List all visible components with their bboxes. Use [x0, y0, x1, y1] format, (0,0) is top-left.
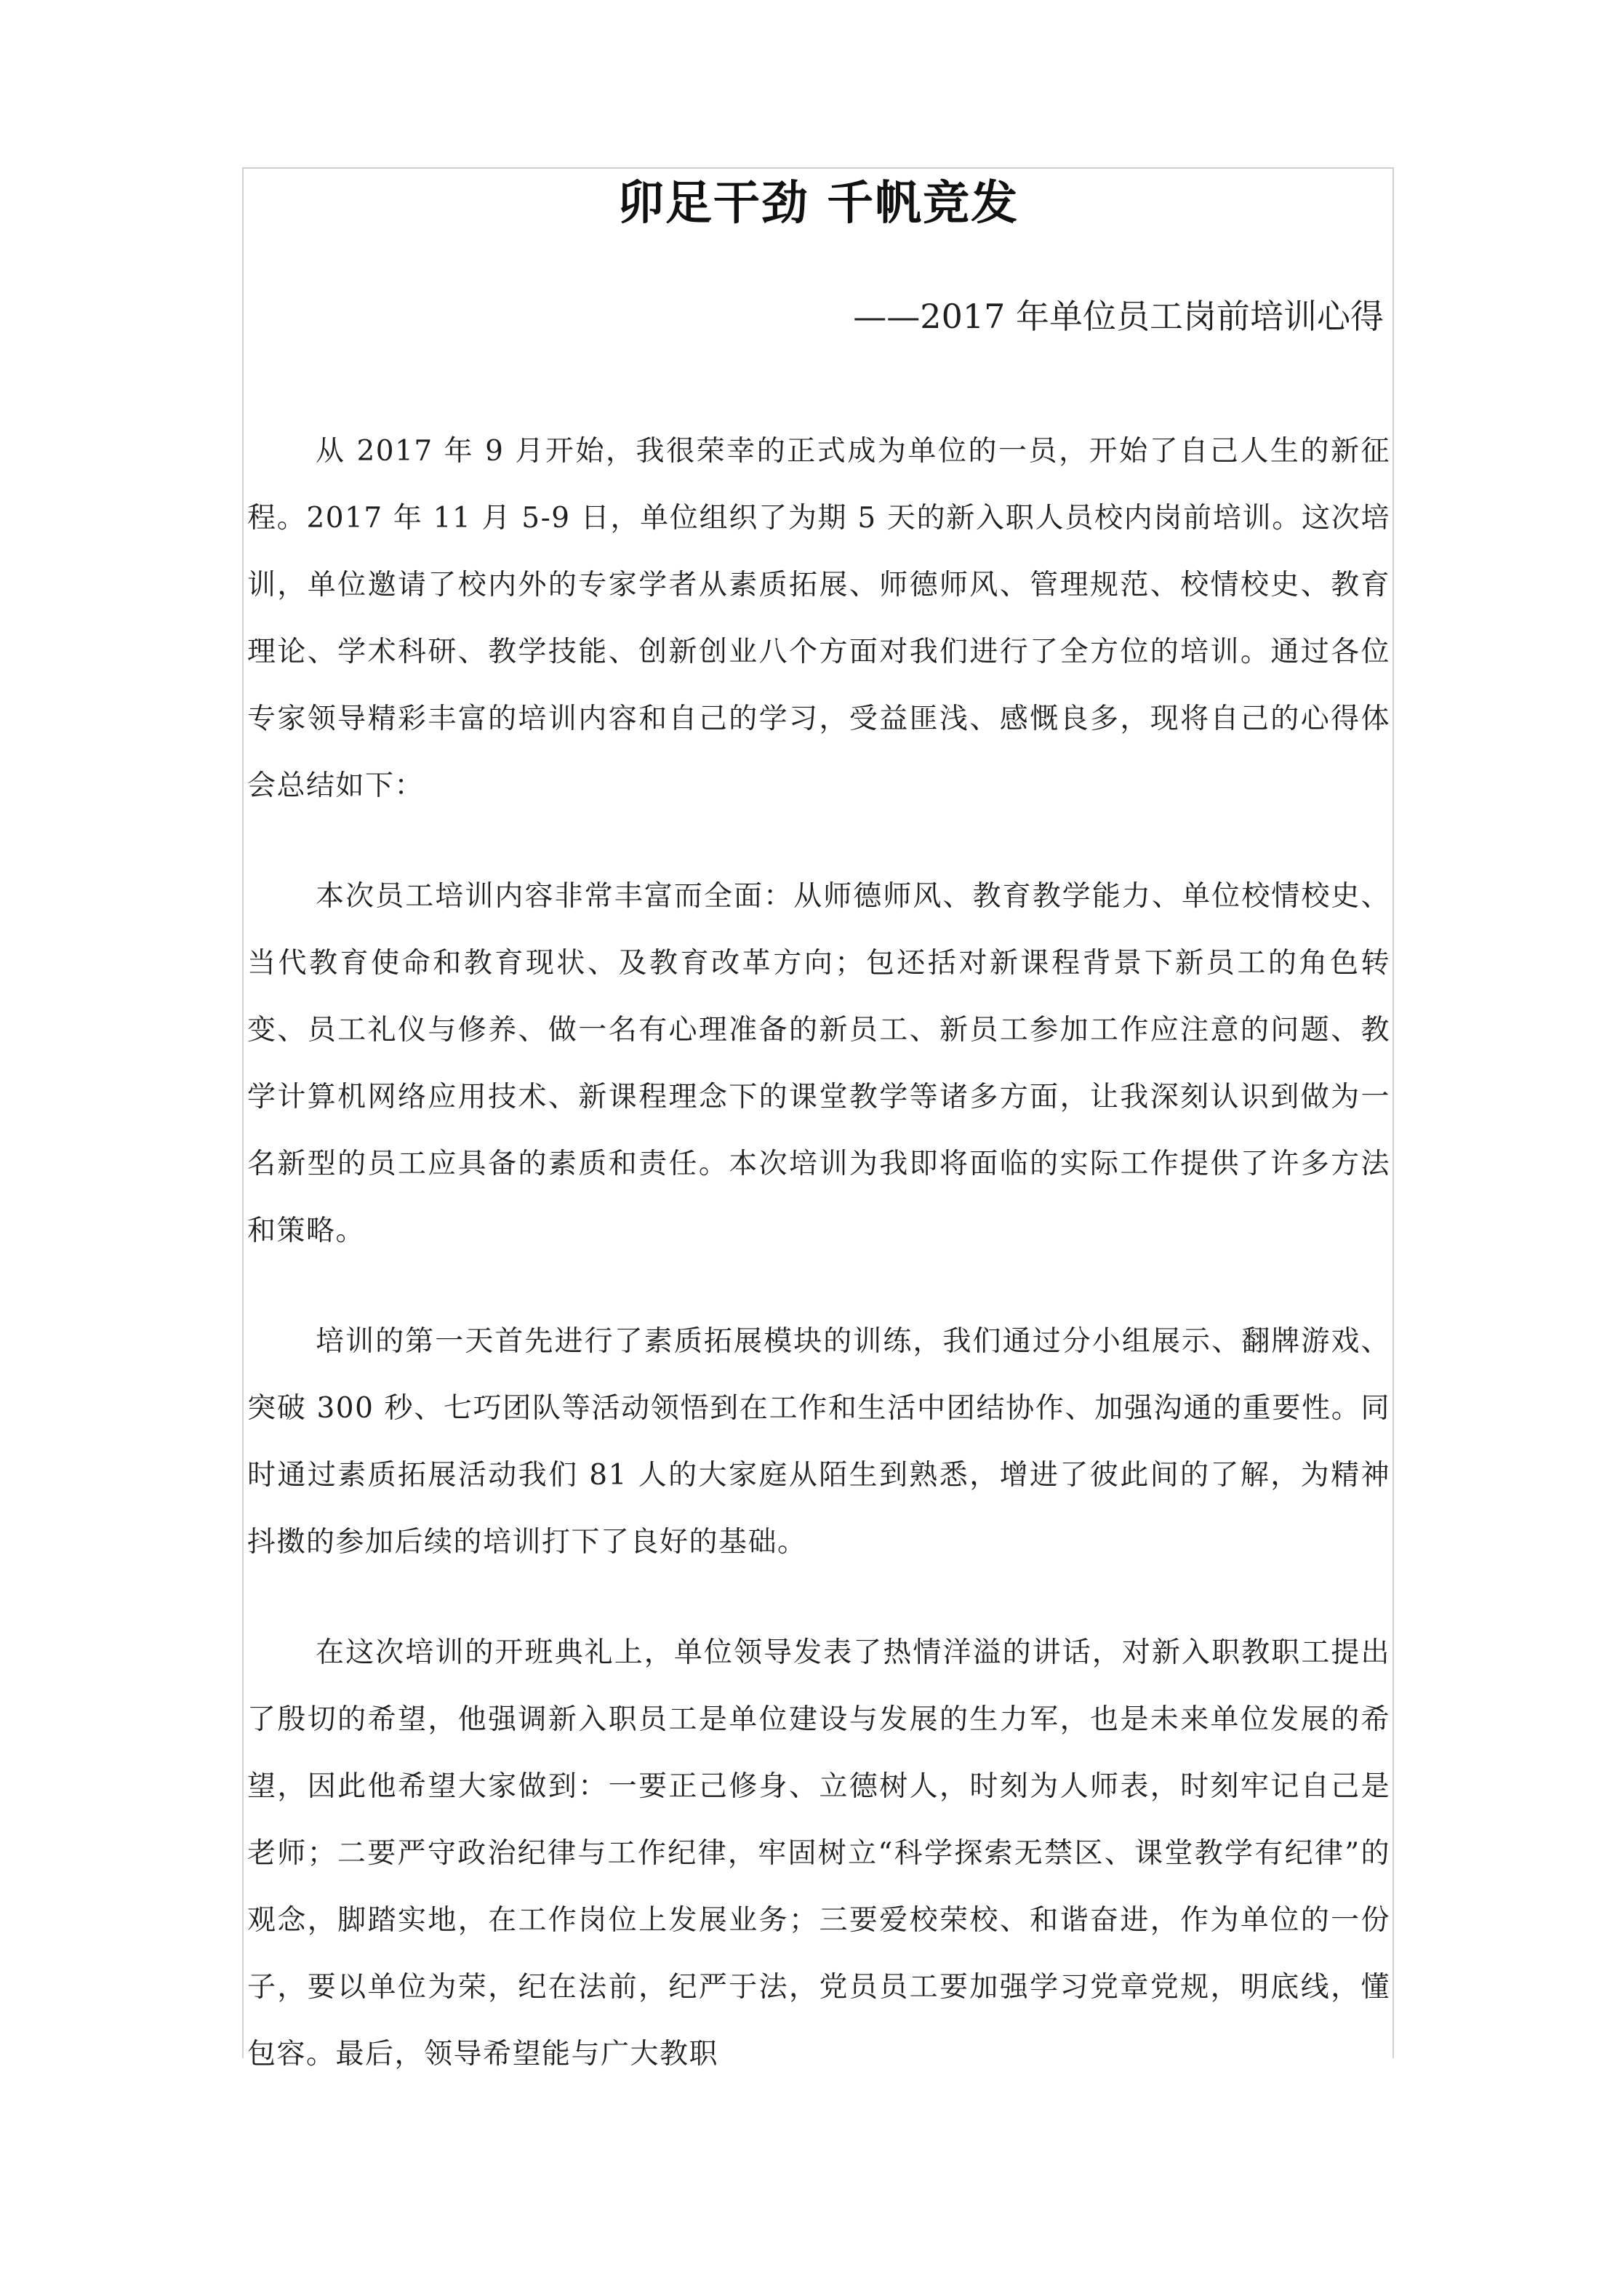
document-subtitle: ——2017 年单位员工岗前培训心得 [853, 297, 1384, 336]
document-body [247, 418, 1390, 2132]
paragraph-2: 本次员工培训内容非常丰富而全面：从师德师风、教育教学能力、单位校情校史、当代教育使命和教育现状、及教育改革方向；包还括对新课程背景下新员工的角色转变、员工礼仪与修养、做一名有心理准备的新员工、新员工参加工作应注意的问题、教学计算机网络应用技术、新课程理念下的课堂教学等诸多方面，让我深刻认识到做为一名新型的员工应具备的素质和责任。本次培训为我即将面临的实际工作提供了许多方法和策略。 [247, 880, 1390, 1247]
document-title: 卯足干劲 千帆竞发 [617, 177, 1019, 231]
paragraph-1: 从 2017 年 9 月开始，我很荣幸的正式成为单位的一员，开始了自己人生的新征程。2017 年 11 月 5-9 日，单位组织了为期 5 天的新入职人员校内岗前培训。这次培训，单位邀请了校内外的专家学者从素质拓展、师德师风、管理规范、校情校史、教育理论、学术科研、教学技能、创新创业八个方面对我们进行了全方位的培训。通过各位专家领导精彩丰富的培训内容和自己的学习，受益匪浅、感慨良多，现将自己的心得体会总结如下： [247, 435, 1390, 802]
paragraph-3: 培训的第一天首先进行了素质拓展模块的训练，我们通过分小组展示、翻牌游戏、突破 300 秒、七巧团队等活动领悟到在工作和生活中团结协作、加强沟通的重要性。同时通过素质拓展活动我们 81 人的大家庭从陌生到熟悉，增进了彼此间的了解，为精神抖擞的参加后续的培训打下了良好的基础。 [247, 1325, 1390, 1559]
paragraph-4: 在这次培训的开班典礼上，单位领导发表了热情洋溢的讲话，对新入职教职工提出了殷切的希望，他强调新入职员工是单位建设与发展的生力军，也是未来单位发展的希望，因此他希望大家做到：一要正己修身、立德树人，时刻为人师表，时刻牢记自己是老师；二要严守政治纪律与工作纪律，牢固树立“科学探索无禁区、课堂教学有纪律”的观念，脚踏实地，在工作岗位上发展业务；三要爱校荣校、和谐奋进，作为单位的一份子，要以单位为荣，纪在法前，纪严于法，党员员工要加强学习党章党规，明底线，懂包容。最后，领导希望能与广大教职 [247, 1636, 1390, 2071]
